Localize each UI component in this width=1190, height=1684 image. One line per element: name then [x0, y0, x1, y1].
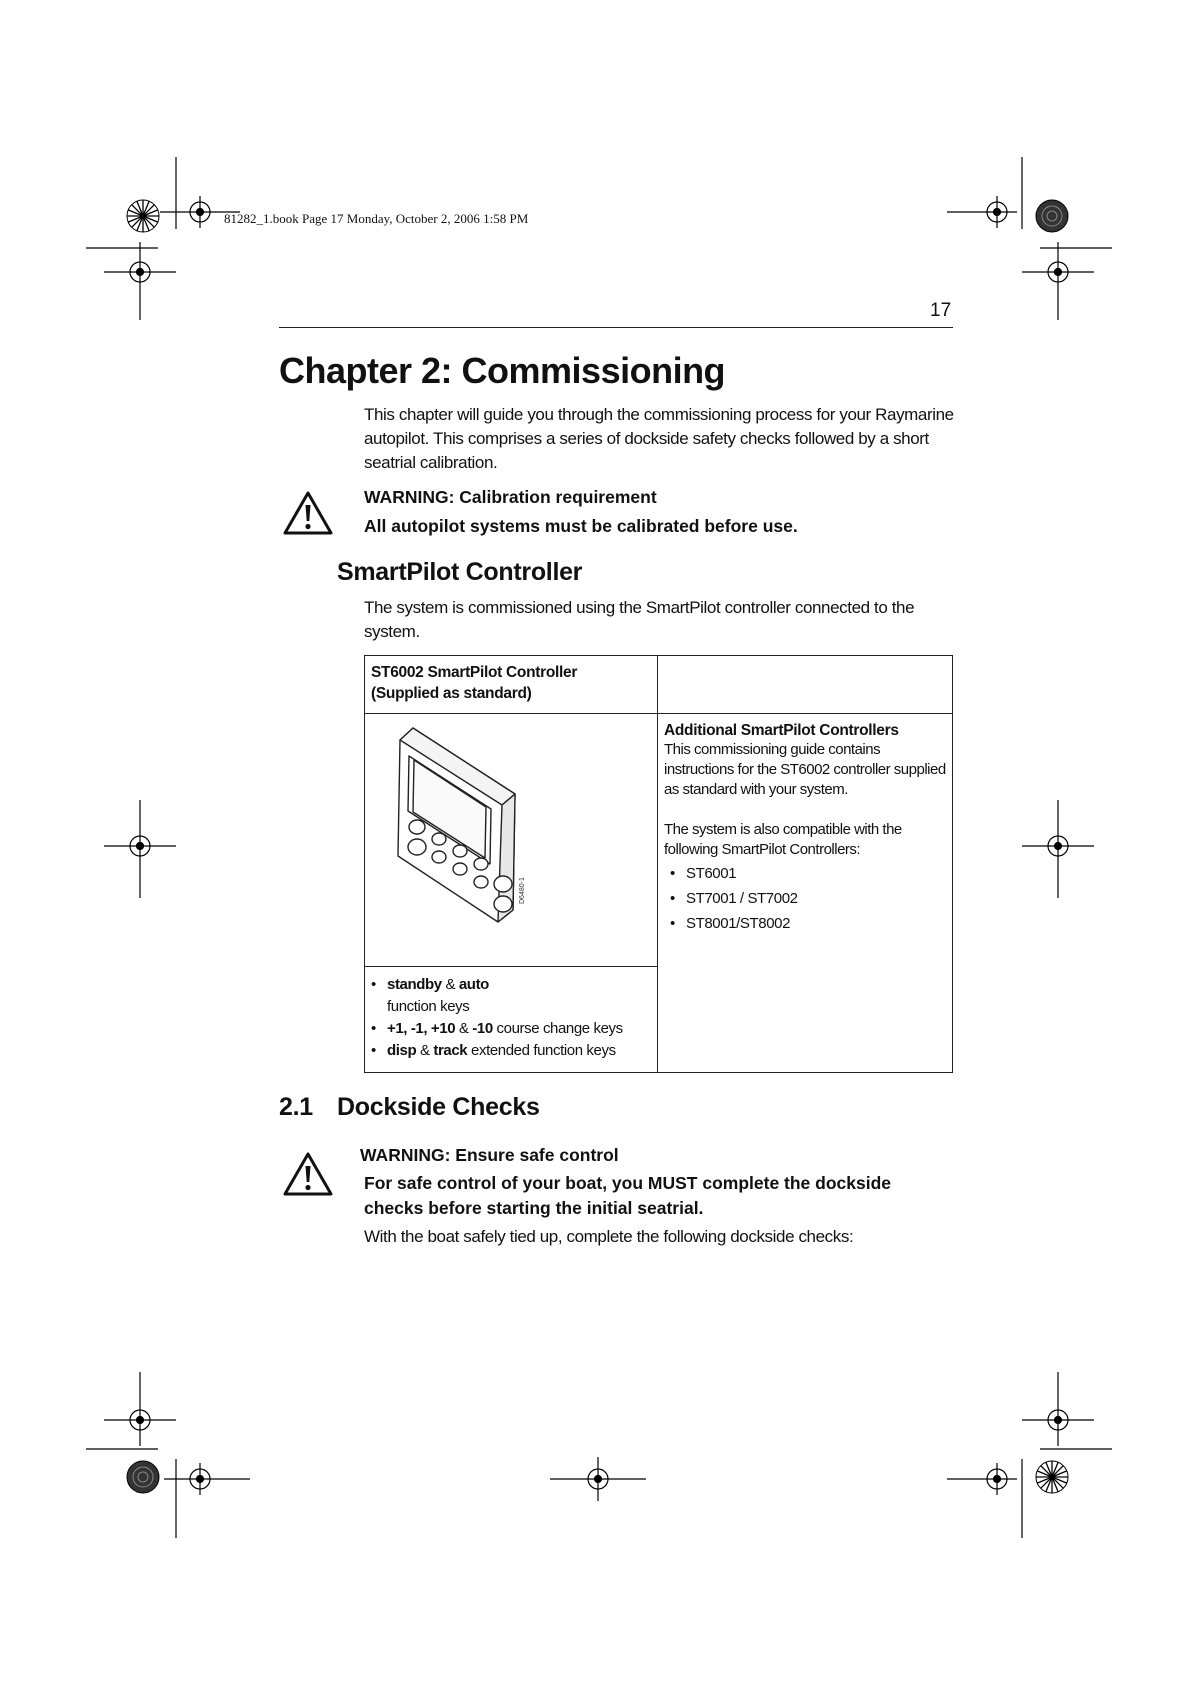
- list-item: • ST6001: [664, 861, 946, 886]
- key-desc: function keys: [387, 998, 470, 1015]
- section-heading-smartpilot: SmartPilot Controller: [337, 558, 583, 586]
- additional-text-1: This commissioning guide contains instructions for the ST6002 controller supplied as standard with your system.: [664, 741, 946, 798]
- key-desc: extended function keys: [467, 1042, 616, 1059]
- intro-paragraph: This chapter will guide you through the commissioning process for your Raymarine autopilot. This comprises a series of dockside safety checks followed by a short seatrial calibration.: [364, 405, 954, 472]
- warning-triangle-icon: [282, 490, 334, 536]
- additional-title: Additional SmartPilot Controllers: [664, 722, 899, 739]
- key-desc: course change keys: [492, 1020, 623, 1037]
- list-item: [365, 1018, 657, 1040]
- list-item: • ST8001/ST8002: [664, 911, 946, 936]
- controller-figure-cell: [365, 714, 658, 967]
- chapter-title: Chapter 2: Commissioning: [279, 350, 726, 391]
- list-item: • ST7001 / ST7002: [664, 886, 946, 911]
- controller-header-line2: (Supplied as standard): [371, 685, 532, 702]
- controller-table: [364, 655, 953, 1073]
- empty-header-cell: [658, 656, 953, 714]
- key-label: track: [433, 1042, 468, 1059]
- page-number: 17: [930, 300, 952, 321]
- list-item: [365, 1040, 657, 1062]
- smartpilot-paragraph: The system is commissioned using the SmartPilot controller connected to the system.: [364, 598, 915, 641]
- key-label: standby: [387, 976, 442, 993]
- section-number: 2.1: [279, 1093, 313, 1121]
- section-heading-dockside: Dockside Checks: [337, 1093, 540, 1121]
- key-sep: &: [441, 976, 459, 993]
- key-label: disp: [387, 1042, 417, 1059]
- controller-header-cell: [365, 656, 658, 714]
- key-label: auto: [458, 976, 489, 993]
- key-label: -10: [472, 1020, 493, 1037]
- warning-body: All autopilot systems must be calibrated before use.: [364, 516, 798, 536]
- dockside-paragraph: With the boat safely tied up, complete the following dockside checks:: [364, 1227, 854, 1246]
- controller-header-line1: ST6002 SmartPilot Controller: [371, 664, 578, 681]
- warning-triangle-icon: [282, 1151, 334, 1197]
- list-item: [365, 974, 657, 1018]
- print-meta-line: 81282_1.book Page 17 Monday, October 2, 2006 1:58 PM: [224, 211, 529, 226]
- additional-text-2: The system is also compatible with the following SmartPilot Controllers:: [664, 821, 902, 858]
- figure-code: D6480-1: [519, 877, 526, 904]
- additional-controllers-cell: [658, 714, 953, 1073]
- controller-keys-cell: [365, 967, 658, 1073]
- warning-title: WARNING: Ensure safe control: [360, 1145, 619, 1165]
- key-list: [365, 974, 657, 1062]
- key-label: +1, -1, +10: [387, 1020, 456, 1037]
- key-sep: &: [455, 1020, 473, 1037]
- warning-title: WARNING: Calibration requirement: [364, 487, 657, 507]
- key-sep: &: [416, 1042, 434, 1059]
- warning-body: For safe control of your boat, you MUST complete the dockside checks before starting the initial seatrial.: [364, 1173, 892, 1218]
- header-rule: [279, 327, 953, 328]
- compatible-list: [664, 861, 946, 936]
- controller-illustration: [365, 714, 657, 966]
